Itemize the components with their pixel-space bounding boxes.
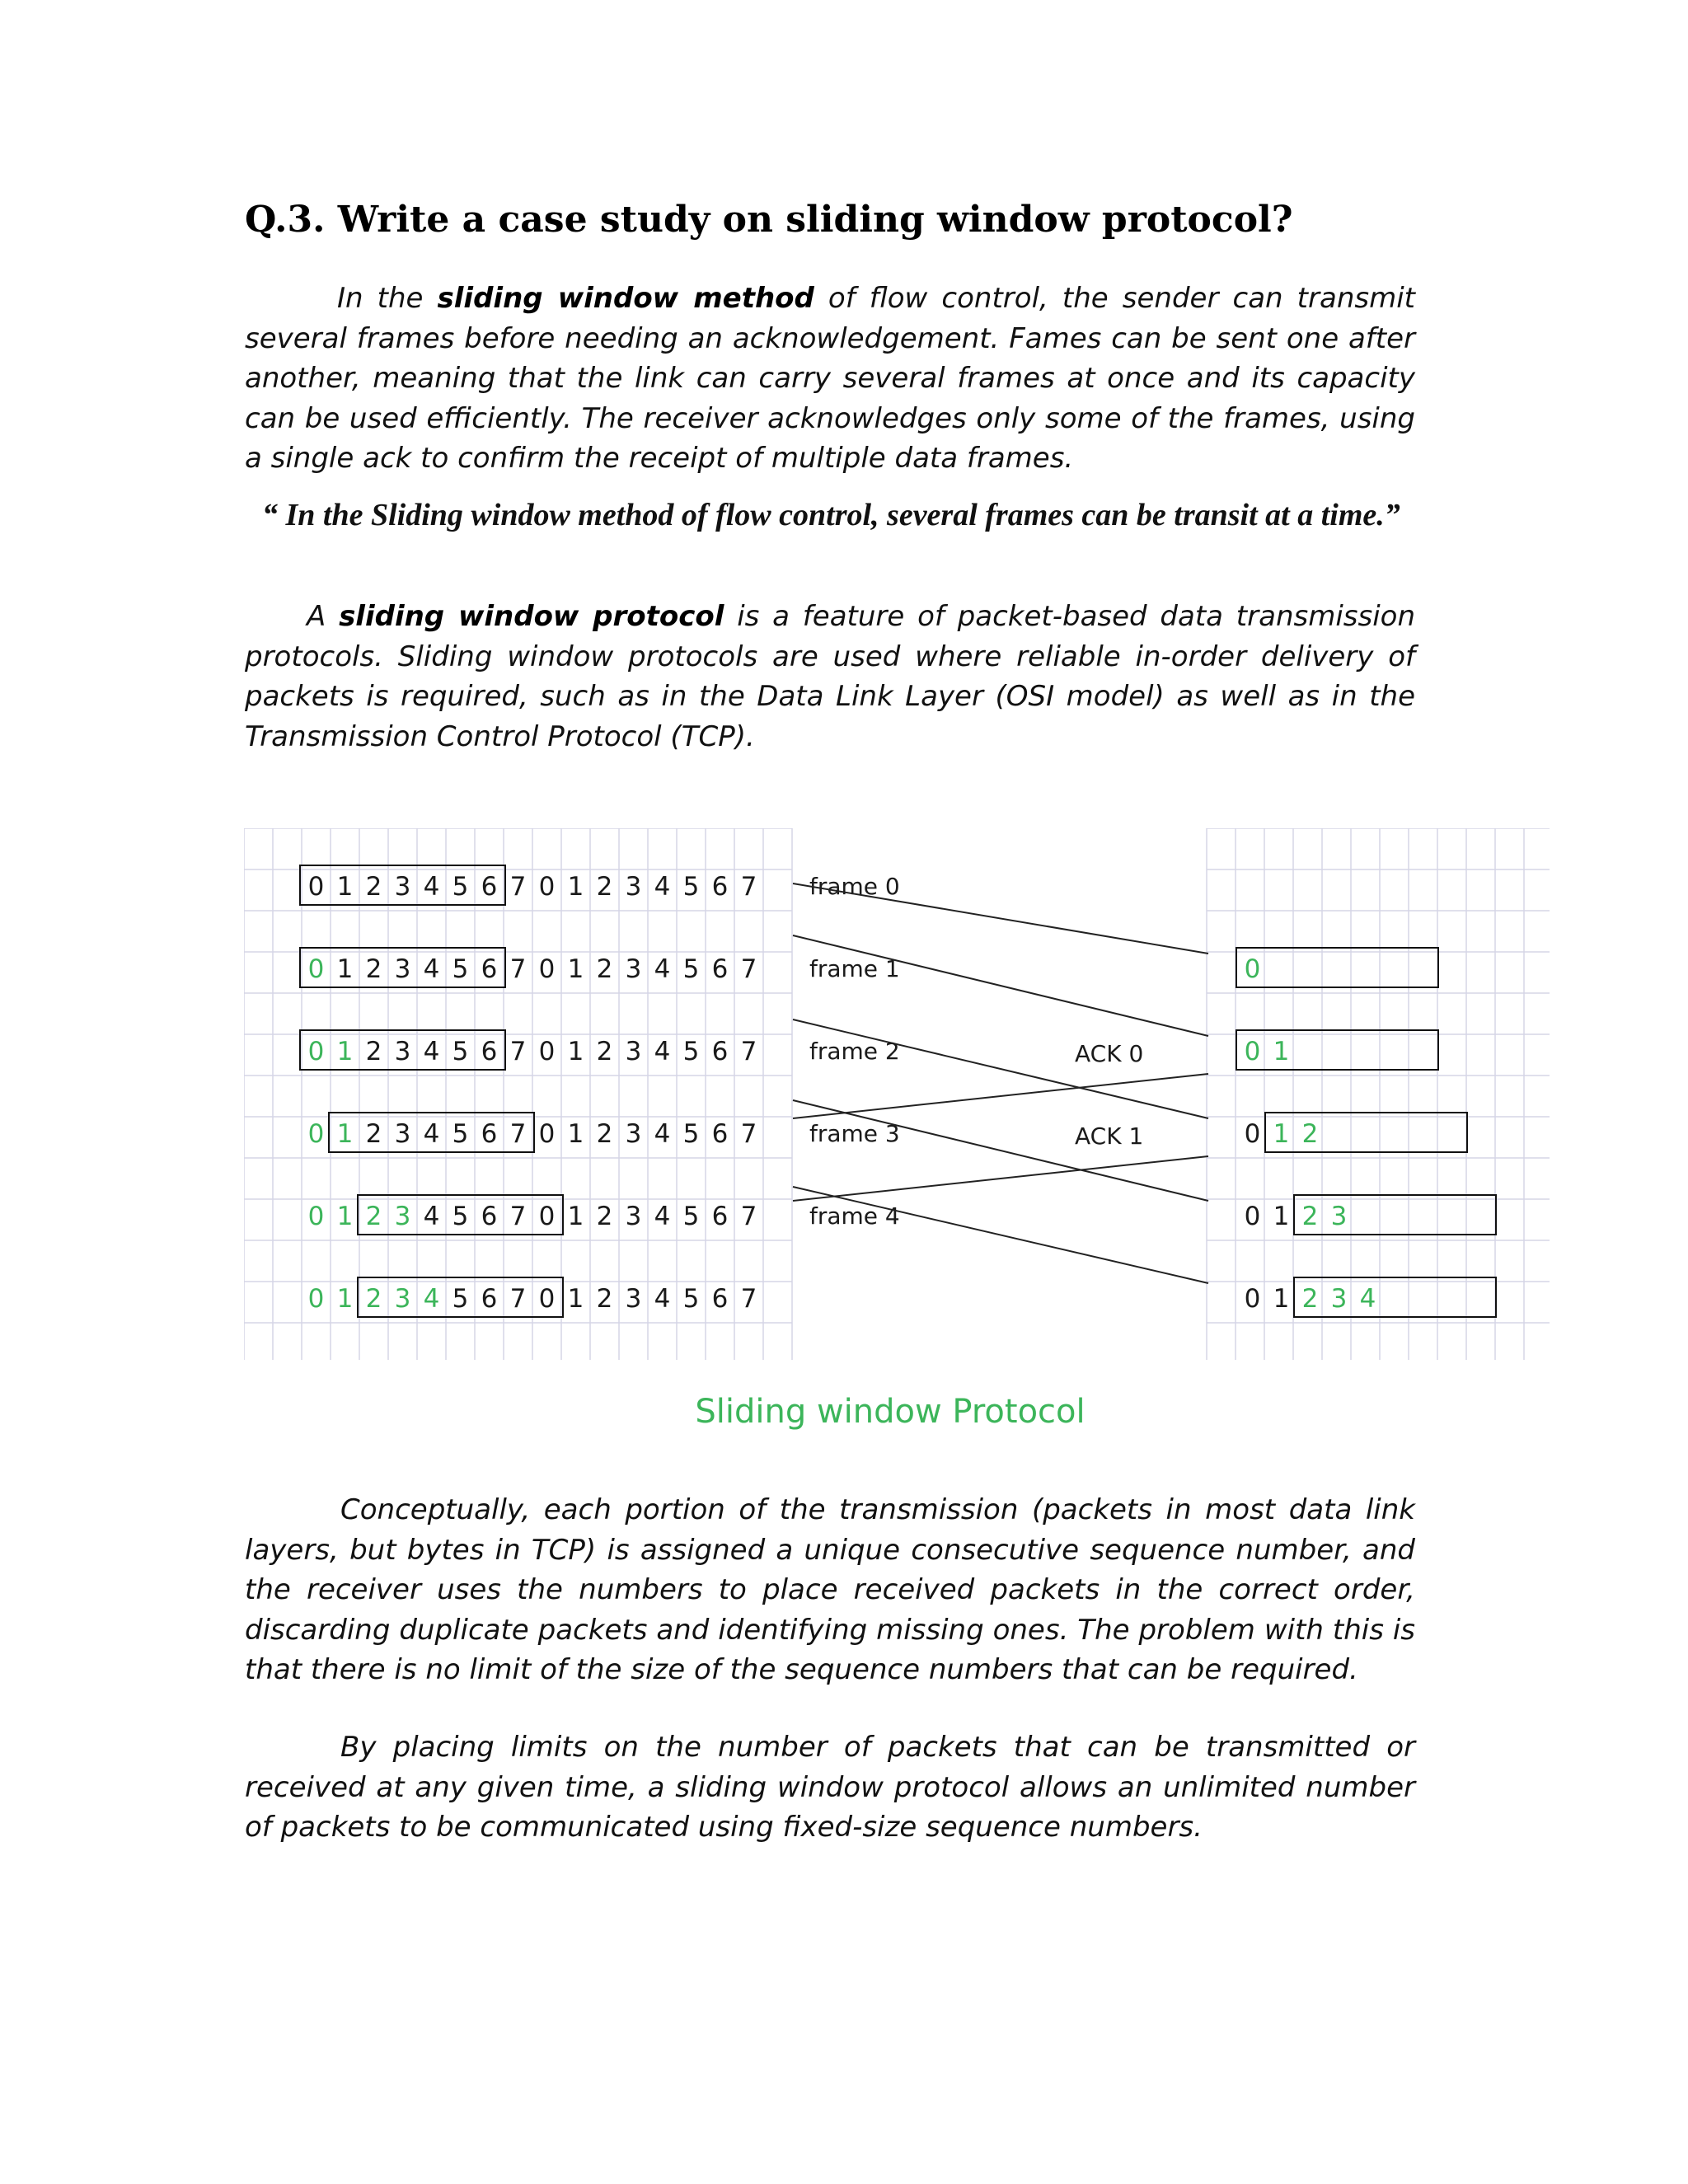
sender-seq-digit: 5	[452, 872, 469, 902]
ack-label: ACK 1	[1075, 1122, 1144, 1150]
sender-seq-digit: 3	[625, 1202, 642, 1231]
sender-seq-digit: 3	[625, 1037, 642, 1066]
receiver-seq-digit: 0	[1244, 1284, 1261, 1314]
sender-seq-digit: 1	[567, 1037, 584, 1066]
sender-seq-digit: 2	[365, 1119, 382, 1149]
sender-seq-digit: 0	[538, 1119, 556, 1149]
frame-transmission-line	[793, 1187, 1208, 1283]
sender-seq-digit: 7	[740, 954, 757, 984]
frame-label: frame 2	[809, 1038, 900, 1065]
sender-seq-digit: 7	[509, 1119, 527, 1149]
sender-seq-digit: 2	[365, 1037, 382, 1066]
receiver-seq-digit: 1	[1273, 1037, 1290, 1066]
frame-label: frame 1	[809, 955, 900, 982]
sender-seq-digit: 1	[567, 1119, 584, 1149]
sender-seq-digit: 1	[567, 1284, 584, 1314]
sender-seq-digit: 4	[423, 1037, 440, 1066]
frame-transmission-line	[793, 935, 1208, 1036]
sender-seq-digit: 1	[336, 954, 354, 984]
frame-transmission-line	[793, 1100, 1208, 1201]
sender-seq-digit: 0	[307, 872, 325, 902]
sender-seq-digit: 2	[596, 1284, 613, 1314]
sender-seq-digit: 2	[365, 954, 382, 984]
sender-seq-digit: 4	[423, 1119, 440, 1149]
sliding-window-figure	[244, 828, 1550, 1367]
ack-label: ACK 0	[1075, 1040, 1144, 1067]
sender-seq-digit: 6	[711, 1284, 729, 1314]
sender-seq-digit: 4	[654, 1119, 671, 1149]
sender-seq-digit: 6	[481, 1119, 498, 1149]
sender-seq-digit: 5	[452, 954, 469, 984]
sender-seq-digit: 2	[596, 954, 613, 984]
sender-seq-digit: 0	[538, 1202, 556, 1231]
sender-seq-digit: 6	[711, 872, 729, 902]
sender-seq-digit: 1	[336, 1037, 354, 1066]
sender-seq-digit: 3	[394, 1202, 411, 1231]
sender-seq-digit: 5	[682, 1037, 700, 1066]
sender-seq-digit: 6	[481, 872, 498, 902]
sender-seq-digit: 6	[481, 954, 498, 984]
sender-seq-digit: 1	[567, 954, 584, 984]
receiver-seq-digit: 1	[1273, 1119, 1290, 1149]
receiver-seq-digit: 2	[1301, 1202, 1319, 1231]
sender-seq-digit: 2	[365, 1202, 382, 1231]
sender-seq-digit: 4	[654, 1037, 671, 1066]
receiver-seq-digit: 3	[1330, 1284, 1348, 1314]
sender-seq-digit: 7	[740, 1202, 757, 1231]
ack-transmission-line	[793, 1074, 1208, 1118]
receiver-seq-digit: 2	[1301, 1284, 1319, 1314]
figure-caption: Sliding window Protocol	[695, 1393, 1085, 1431]
sender-seq-digit: 7	[740, 1119, 757, 1149]
sender-seq-digit: 0	[538, 954, 556, 984]
sender-seq-digit: 5	[452, 1284, 469, 1314]
receiver-seq-digit: 0	[1244, 1037, 1261, 1066]
sender-seq-digit: 3	[625, 954, 642, 984]
sender-seq-digit: 3	[394, 1284, 411, 1314]
receiver-seq-digit: 1	[1273, 1284, 1290, 1314]
sender-seq-digit: 2	[596, 1202, 613, 1231]
receiver-seq-digit: 0	[1244, 954, 1261, 984]
sender-seq-digit: 0	[538, 1284, 556, 1314]
sender-seq-digit: 4	[654, 872, 671, 902]
sender-seq-digit: 4	[654, 1202, 671, 1231]
receiver-seq-digit: 0	[1244, 1202, 1261, 1231]
sender-seq-digit: 6	[711, 1119, 729, 1149]
sender-seq-digit: 0	[307, 1284, 325, 1314]
sender-seq-digit: 5	[682, 954, 700, 984]
sender-seq-digit: 7	[740, 872, 757, 902]
para4-text: By placing limits on the number of packets that can be transmitted or received at any given time, a sliding window protocol allows an unlimited number of packets to be communicated using fixed-size sequence numbers.	[245, 1731, 1415, 1844]
sender-seq-digit: 7	[740, 1037, 757, 1066]
sender-seq-digit: 2	[365, 872, 382, 902]
sender-seq-digit: 3	[394, 954, 411, 984]
sender-seq-digit: 2	[365, 1284, 382, 1314]
sender-seq-digit: 0	[307, 1119, 325, 1149]
sender-seq-digit: 6	[481, 1037, 498, 1066]
paragraph-sliding-window-method	[245, 279, 1415, 479]
receiver-seq-digit: 1	[1273, 1202, 1290, 1231]
sender-seq-digit: 7	[509, 872, 527, 902]
paragraph-limits	[245, 1727, 1415, 1848]
sender-seq-digit: 0	[307, 954, 325, 984]
receiver-seq-digit: 2	[1301, 1119, 1319, 1149]
receiver-seq-digit: 0	[1244, 1119, 1261, 1149]
sender-seq-digit: 3	[394, 1119, 411, 1149]
frame-label: frame 3	[809, 1120, 900, 1147]
para2-post: is a feature of packet-based data transmission protocols. Sliding window protocols are used where reliable in-order delivery of packets is required, such as in the Data Link Layer (OSI model) as well as in the Transmission Control Protocol (TCP).	[245, 600, 1415, 753]
sender-seq-digit: 4	[423, 1284, 440, 1314]
sender-seq-digit: 2	[596, 1037, 613, 1066]
sliding-window-diagram	[244, 828, 1550, 1364]
sender-seq-digit: 5	[682, 1284, 700, 1314]
sender-seq-digit: 7	[509, 1284, 527, 1314]
sender-seq-digit: 4	[654, 954, 671, 984]
para1-pre: In the	[337, 282, 438, 315]
sender-seq-digit: 5	[452, 1119, 469, 1149]
sender-seq-digit: 7	[509, 1202, 527, 1231]
sender-seq-digit: 2	[596, 1119, 613, 1149]
frame-label: frame 0	[809, 873, 900, 900]
sender-seq-digit: 7	[509, 1037, 527, 1066]
para2-bold: sliding window protocol	[339, 600, 724, 633]
sender-seq-digit: 4	[423, 954, 440, 984]
sender-seq-digit: 4	[654, 1284, 671, 1314]
sender-seq-digit: 6	[481, 1284, 498, 1314]
sender-seq-digit: 5	[682, 1202, 700, 1231]
sender-seq-digit: 3	[625, 1119, 642, 1149]
para3-text: Conceptually, each portion of the transmission (packets in most data link layers, but bytes in TCP) is assigned a unique consecutive sequence number, and the receiver uses the numbers to place received packets in the correct order, discarding duplicate packets and identifying missing ones. The problem with this is that there is no limit of the size of the sequence numbers that can be required.	[245, 1493, 1415, 1686]
sender-seq-digit: 1	[336, 1284, 354, 1314]
sender-seq-digit: 7	[509, 954, 527, 984]
sender-seq-digit: 5	[452, 1037, 469, 1066]
page-heading: Q.3. Write a case study on sliding window protocol?	[245, 199, 1293, 241]
sender-seq-digit: 0	[538, 1037, 556, 1066]
sender-seq-digit: 3	[625, 1284, 642, 1314]
sender-seq-digit: 4	[423, 1202, 440, 1231]
frame-label: frame 4	[809, 1202, 900, 1230]
sender-seq-digit: 1	[336, 872, 354, 902]
sender-seq-digit: 3	[625, 872, 642, 902]
receiver-seq-digit: 3	[1330, 1202, 1348, 1231]
sender-seq-digit: 0	[538, 872, 556, 902]
ack-transmission-line	[793, 1156, 1208, 1201]
quote-block: “ In the Sliding window method of flow control, several frames can be transit at a time.”	[262, 498, 1400, 532]
sender-seq-digit: 1	[567, 1202, 584, 1231]
sender-seq-digit: 7	[740, 1284, 757, 1314]
sender-seq-digit: 3	[394, 872, 411, 902]
paragraph-sequence-numbers	[245, 1490, 1415, 1690]
sender-seq-digit: 1	[336, 1202, 354, 1231]
sender-seq-digit: 5	[682, 1119, 700, 1149]
paragraph-protocol-definition	[245, 597, 1415, 757]
sender-seq-digit: 2	[596, 872, 613, 902]
para2-pre: A	[307, 600, 340, 633]
para1-post: of flow control, the sender can transmit several frames before needing an acknowledgement. Fames can be sent one after another, meaning that the link can carry several frames at once and its capacity can be used efficiently. The receiver acknowledges only some of the frames, using a single ack to confirm the receipt of multiple data frames.	[245, 282, 1415, 475]
sender-seq-digit: 0	[307, 1202, 325, 1231]
sender-seq-digit: 6	[481, 1202, 498, 1231]
para1-bold: sliding window method	[437, 282, 814, 315]
frame-transmission-line	[793, 1019, 1208, 1118]
sender-seq-digit: 6	[711, 1037, 729, 1066]
sender-seq-digit: 6	[711, 954, 729, 984]
sender-seq-digit: 5	[682, 872, 700, 902]
sender-seq-digit: 5	[452, 1202, 469, 1231]
sender-seq-digit: 1	[336, 1119, 354, 1149]
receiver-seq-digit: 4	[1359, 1284, 1376, 1314]
frame-transmission-line	[793, 883, 1208, 954]
sender-seq-digit: 6	[711, 1202, 729, 1231]
sender-seq-digit: 4	[423, 872, 440, 902]
sender-seq-digit: 3	[394, 1037, 411, 1066]
sender-seq-digit: 1	[567, 872, 584, 902]
sender-seq-digit: 0	[307, 1037, 325, 1066]
